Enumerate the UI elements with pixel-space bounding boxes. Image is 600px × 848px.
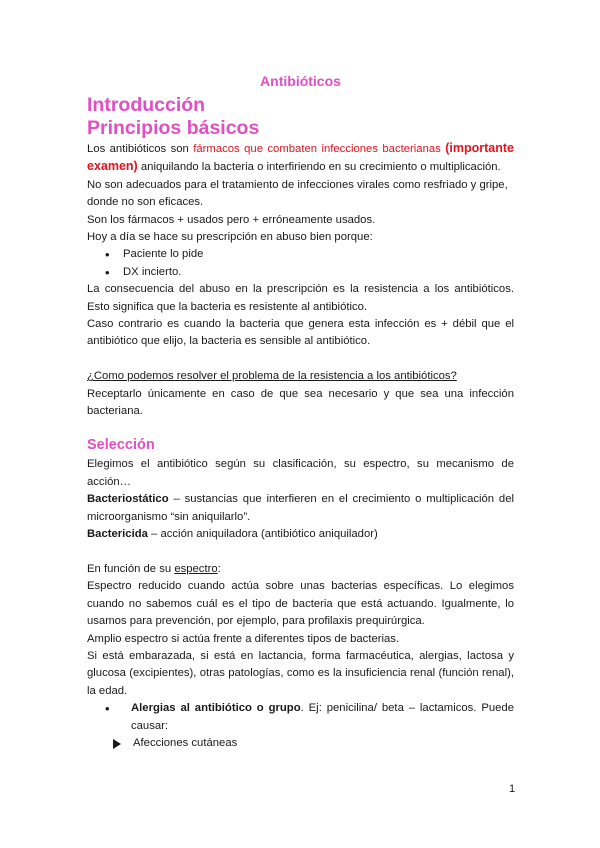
resistance-answer: Receptarlo únicamente en caso de que sea necesario y que sea una infección bacteriana.: [87, 387, 514, 418]
alergias-list: [87, 700, 514, 735]
heading-introduccion: Introducción: [87, 94, 206, 116]
bactericida-term: Bactericida: [87, 528, 148, 541]
list-item: [105, 700, 514, 735]
list-item: • Paciente lo pide: [105, 246, 514, 263]
intro-paragraph-2: No son adecuados para el tratamiento de infecciones virales como resfriado y gripe, donde no son eficaces.: [87, 178, 508, 209]
heading-seleccion: Selección: [87, 437, 155, 454]
effect-label: Afecciones cutáneas: [133, 736, 238, 749]
intro-p1-pre: Los antibióticos son: [87, 143, 194, 155]
bacteriostatico-definition: [87, 491, 514, 526]
abuse-reasons-list: [87, 246, 514, 281]
espectro-word: espectro: [174, 562, 218, 575]
bacteriostatico-term: Bacteriostático: [87, 493, 169, 506]
espectro-reducido-paragraph: Espectro reducido cuando actúa sobre unas bacterias específicas. Lo elegimos cuando no sabemos cuál es el tipo de bacteria que está actuando. Igualmente, lo usamos para prevención, por ejemplo, para profilaxis prequirúrgica.: [87, 580, 514, 628]
intro-paragraph-3: Son los fármacos + usados pero + erróneamente usados.: [87, 213, 376, 226]
spacer: [87, 420, 514, 426]
bactericida-definition: [87, 526, 514, 543]
page-content: [87, 72, 514, 752]
bactericida-text: – acción aniquiladora (antibiótico aniquilador): [147, 528, 378, 541]
intro-paragraph-6: Caso contrario es cuando la bacteria que genera esta infección es + débil que el antibiótico que elijo, la bacteria es sensible al antibiótico.: [87, 318, 514, 348]
intro-paragraph-4: Hoy a día se hace su prescripción en abuso bien porque:: [87, 231, 373, 244]
list-item: [113, 735, 514, 752]
spacer: [87, 544, 514, 561]
intro-p1-post: aniquilando la bacteria o interfiriendo en su crecimiento o multiplicación.: [137, 161, 501, 174]
seleccion-paragraph-1: Elegimos el antibiótico según su clasificación, su espectro, su mecanismo de acción…: [87, 458, 514, 488]
arrow-right-icon: [113, 739, 121, 749]
espectro-amplio-paragraph: Amplio espectro si actúa frente a diferentes tipos de bacterias.: [87, 632, 400, 645]
document-title: Antibióticos: [260, 73, 341, 89]
alergias-term: Alergias al antibiótico o grupo: [131, 702, 301, 715]
heading-principios-basicos: Principios básicos: [87, 117, 260, 139]
intro-paragraph-1: [87, 140, 514, 177]
espectro-intro: [87, 561, 514, 578]
alergias-text: . Ej: penicilina/ beta – lactamicos. Puede causar:: [131, 702, 514, 732]
intro-p1-highlight: fármacos que combaten infecciones bacterianas: [193, 143, 441, 155]
list-item: • DX incierto.: [105, 264, 514, 281]
espectro-post: :: [217, 562, 221, 575]
intro-paragraph-5: La consecuencia del abuso en la prescripción es la resistencia a los antibióticos. Esto significa que la bacteria es resistente al antibiótico.: [87, 283, 514, 313]
page-number: 1: [509, 783, 516, 795]
bacteriostatico-text: – sustancias que interfieren en el crecimiento o multiplicación del microorganismo “sin aniquilarlo”.: [87, 493, 514, 523]
factores-paragraph: Si está embarazada, si está en lactancia, forma farmacéutica, alergias, lactosa y glucosa (excipientes), otras patologías, como es la insuficiencia renal (función renal), la edad.: [87, 649, 514, 697]
espectro-pre: En función de su: [87, 562, 175, 575]
intro-p1-exam-note: (importante examen): [87, 141, 514, 174]
bullet-icon: •: [105, 701, 110, 717]
alergias-effects-list: [87, 735, 514, 752]
spacer: [87, 351, 514, 368]
resistance-question: ¿Como podemos resolver el problema de la resistencia a los antibióticos?: [87, 370, 457, 383]
